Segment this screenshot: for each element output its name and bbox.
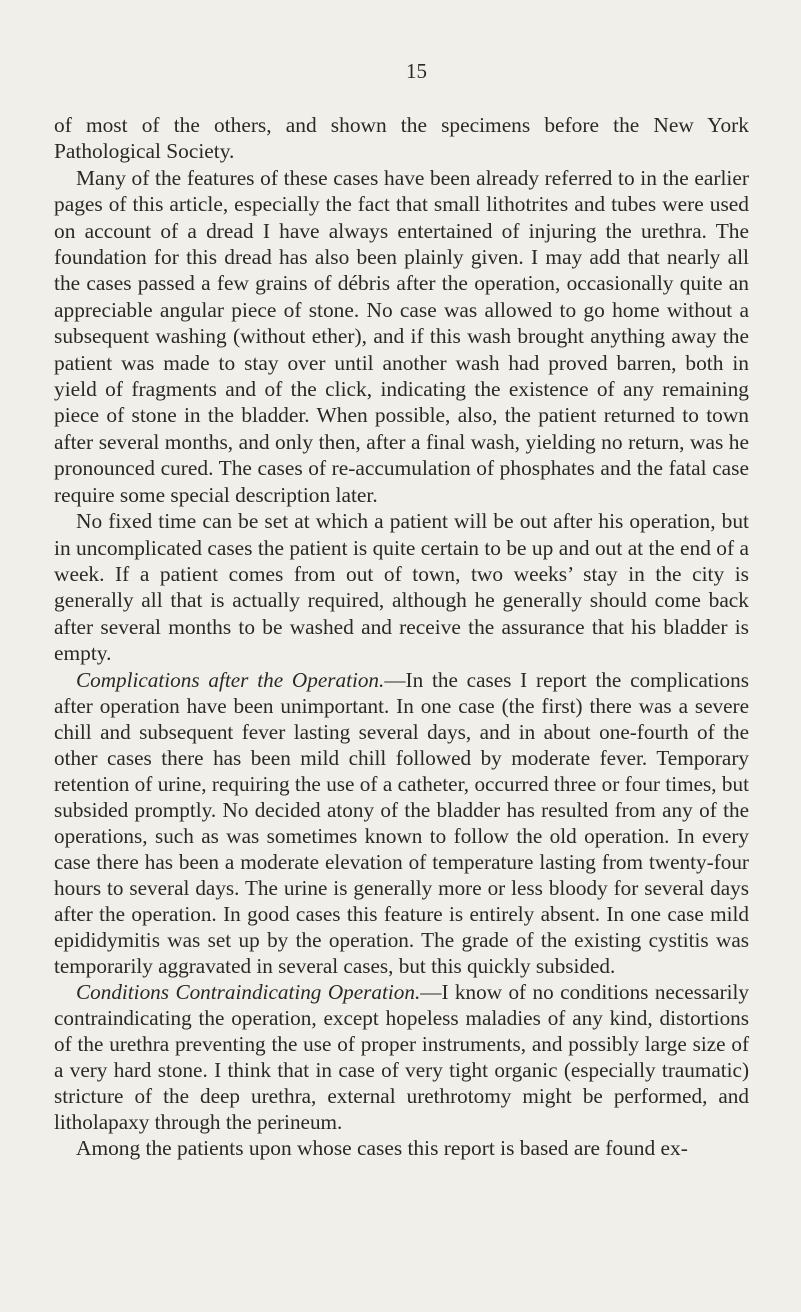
paragraph-final-text: Among the patients upon whose cases this report is based are found ex- [76, 1135, 688, 1160]
section-heading-complications: Complications after the Operation. [76, 667, 385, 692]
paragraph-2 [54, 165, 749, 508]
section-heading-contraindications: Conditions Contraindicating Operation. [76, 979, 421, 1004]
paragraph-2-text: Many of the features of these cases have been already referred to in the earlier pages of this article, especially the fact that small lithotrites and tubes were used on account of a dread I have always entertained of injuring the urethra. The foundation for this dread has also been plainly given. I may add that nearly all the cases passed a few grains of débris after the operation, occasionally quite an appreciable angular piece of stone. No case was allowed to go home without a subsequent washing (without ether), and if this wash brought anything away the patient was made to stay over until another wash had proved barren, both in yield of fragments and of the click, indicating the existence of any remaining piece of stone in the bladder. When possible, also, the patient returned to town after several months, and only then, after a final wash, yielding no return, was he pronounced cured. The cases of re-accumulation of phosphates and the fatal case require some special description later. [54, 165, 749, 507]
paragraph-3 [54, 508, 749, 666]
paragraph-complications-text: —In the cases I report the complications after operation have been unimportant. In one case (the first) there was a severe chill and subsequent fever lasting several days, and in about one-fourth of the other cases there has been mild chill followed by moderate fever. Temporary retention of urine, requiring the use of a catheter, occurred three or four times, but subsided promptly. No decided atony of the bladder has resulted from any of the operations, such as was sometimes known to follow the old operation. In every case there has been a moderate elevation of temperature lasting from twenty-four hours to several days. The urine is generally more or less bloody for several days after the operation. In good cases this feature is entirely absent. In one case mild epididymitis was set up by the operation. The grade of the existing cystitis was temporarily aggravated in several cases, but this quickly subsided. [54, 667, 749, 978]
page-number: 15 [406, 59, 427, 83]
paragraph-complications [54, 667, 749, 979]
paragraph-1 [54, 112, 749, 165]
paragraph-contraindications-text: —I know of no conditions necessarily contraindicating the operation, except hopeless maladies of any kind, distortions of the urethra preventing the use of proper instruments, and possibly large size of a very hard stone. I think that in case of very tight organic (especially traumatic) stricture of the deep urethra, external urethrotomy might be performed, and litholapaxy through the perineum. [54, 979, 749, 1134]
paragraph-1-text: of most of the others, and shown the specimens before the New York Pathological Society. [54, 113, 749, 164]
paragraph-final [54, 1135, 749, 1161]
paragraph-3-text: No fixed time can be set at which a patient will be out after his operation, but in uncomplicated cases the patient is quite certain to be up and out at the end of a week. If a patient comes from out of town, two weeks’ stay in the city is generally all that is actually required, although he generally should come back after several months to be washed and receive the assurance that his bladder is empty. [54, 509, 749, 666]
paragraph-contraindications [54, 979, 749, 1135]
